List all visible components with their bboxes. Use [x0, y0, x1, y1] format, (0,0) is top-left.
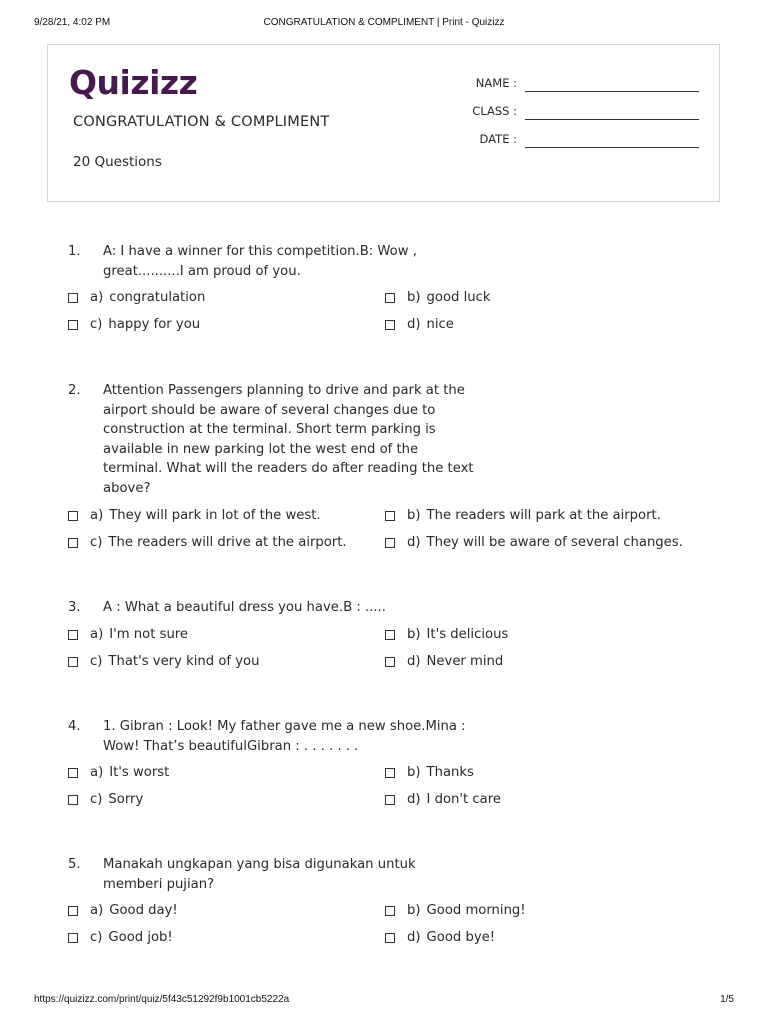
question-text [103, 242, 478, 281]
checkbox[interactable] [68, 795, 78, 805]
print-header [34, 17, 734, 31]
checkbox[interactable] [385, 630, 395, 640]
option-text: Thanks [426, 765, 474, 781]
date-field[interactable] [525, 147, 699, 148]
checkbox[interactable] [385, 511, 395, 521]
option-d[interactable] [385, 315, 454, 335]
question-text-line: 1. Gibran : Look! My father gave me a new shoe.Mina : [103, 719, 466, 734]
option-letter: c) [90, 317, 103, 333]
option-b[interactable] [385, 506, 661, 526]
checkbox[interactable] [385, 795, 395, 805]
option-text: Good day! [109, 903, 178, 919]
question-text [103, 855, 478, 894]
option-text: They will be aware of several changes. [426, 535, 683, 551]
option-text: happy for you [108, 317, 201, 333]
option-d[interactable] [385, 652, 503, 672]
checkbox[interactable] [68, 293, 78, 303]
option-c[interactable] [68, 315, 200, 335]
option-letter: d) [407, 317, 421, 333]
option-a[interactable] [68, 288, 205, 308]
question-text-line: Attention Passengers planning to drive and park at the [103, 383, 465, 398]
option-b[interactable] [385, 763, 474, 783]
option-text: The readers will park at the airport. [426, 508, 661, 524]
option-c[interactable] [68, 652, 259, 672]
option-letter: b) [407, 508, 421, 524]
question-text-line: above? [103, 480, 151, 496]
option-text: congratulation [109, 290, 206, 306]
option-a[interactable] [68, 901, 178, 921]
checkbox[interactable] [385, 906, 395, 916]
option-letter: d) [407, 654, 421, 670]
question-text-line: A: I have a winner for this competition.B: Wow , [103, 244, 417, 259]
option-text: That's very kind of you [108, 654, 260, 670]
checkbox[interactable] [68, 630, 78, 640]
option-b[interactable] [385, 288, 491, 308]
question-text-line: Wow! That’s beautifulGibran : . . . . . . . [103, 738, 359, 754]
option-letter: a) [90, 903, 104, 919]
checkbox[interactable] [385, 320, 395, 330]
option-text: The readers will drive at the airport. [108, 535, 347, 551]
option-text: They will park in lot of the west. [109, 508, 321, 524]
option-letter: b) [407, 290, 421, 306]
option-a[interactable] [68, 625, 188, 645]
print-footer [34, 994, 734, 1008]
option-text: Sorry [108, 792, 144, 808]
checkbox[interactable] [385, 657, 395, 667]
question-text-line: construction at the terminal. Short term parking is [103, 422, 436, 437]
name-label: NAME : [475, 76, 517, 90]
option-letter: d) [407, 792, 421, 808]
option-text: Good job! [108, 930, 173, 946]
date-label: DATE : [479, 132, 517, 146]
checkbox[interactable] [68, 320, 78, 330]
option-letter: c) [90, 535, 103, 551]
question-text-line: terminal. What will the readers do after reading the text [103, 461, 474, 476]
class-field[interactable] [525, 119, 699, 120]
option-d[interactable] [385, 928, 495, 948]
option-letter: d) [407, 930, 421, 946]
option-letter: a) [90, 765, 104, 781]
option-text: Good morning! [426, 903, 526, 919]
option-letter: c) [90, 654, 103, 670]
option-a[interactable] [68, 506, 321, 526]
option-text: good luck [426, 290, 491, 306]
option-text: nice [426, 317, 454, 333]
print-page-title: CONGRATULATION & COMPLIMENT | Print - Quizizz [263, 17, 505, 28]
option-text: I don't care [426, 792, 501, 808]
name-field[interactable] [525, 91, 699, 92]
option-a[interactable] [68, 763, 169, 783]
checkbox[interactable] [385, 293, 395, 303]
quizizz-logo: Quizizz [69, 63, 198, 102]
question-text [103, 598, 478, 618]
checkbox[interactable] [68, 511, 78, 521]
option-d[interactable] [385, 533, 683, 553]
checkbox[interactable] [385, 768, 395, 778]
option-letter: b) [407, 903, 421, 919]
question-number: 2. [68, 383, 81, 398]
checkbox[interactable] [68, 538, 78, 548]
option-letter: a) [90, 290, 104, 306]
option-letter: a) [90, 508, 104, 524]
option-text: I'm not sure [109, 627, 189, 643]
option-c[interactable] [68, 533, 347, 553]
option-text: Good bye! [426, 930, 496, 946]
question-text-line: great..........I am proud of you. [103, 263, 301, 279]
class-label: CLASS : [472, 104, 517, 118]
question-text-line: A : What a beautiful dress you have.B : ..... [103, 600, 386, 615]
question-text-line: available in new parking lot the west end of the [103, 441, 419, 457]
checkbox[interactable] [68, 906, 78, 916]
option-letter: c) [90, 930, 103, 946]
page-number: 1/5 [720, 994, 734, 1005]
option-letter: b) [407, 765, 421, 781]
question-text-line: memberi pujian? [103, 876, 215, 892]
checkbox[interactable] [68, 933, 78, 943]
option-b[interactable] [385, 625, 508, 645]
option-text: It's worst [109, 765, 170, 781]
print-datetime: 9/28/21, 4:02 PM [34, 17, 111, 28]
quiz-header-box [47, 44, 720, 202]
option-letter: d) [407, 535, 421, 551]
option-letter: b) [407, 627, 421, 643]
question-number: 1. [68, 244, 81, 259]
checkbox[interactable] [385, 538, 395, 548]
option-text: It's delicious [426, 627, 509, 643]
question-text-line: Manakah ungkapan yang bisa digunakan untuk [103, 857, 416, 872]
question-text-line: airport should be aware of several changes due to [103, 402, 436, 418]
option-c[interactable] [68, 928, 173, 948]
question-text [103, 381, 478, 498]
question-number: 4. [68, 719, 81, 734]
option-text: Never mind [426, 654, 504, 670]
option-letter: c) [90, 792, 103, 808]
checkbox[interactable] [68, 657, 78, 667]
option-d[interactable] [385, 790, 501, 810]
option-c[interactable] [68, 790, 143, 810]
option-letter: a) [90, 627, 104, 643]
question-text [103, 717, 478, 756]
print-url: https://quizizz.com/print/quiz/5f43c51292f9b1001cb5222a [34, 994, 290, 1005]
question-number: 3. [68, 600, 81, 615]
quiz-title: CONGRATULATION & COMPLIMENT [73, 114, 330, 130]
question-number: 5. [68, 857, 81, 872]
checkbox[interactable] [68, 768, 78, 778]
option-b[interactable] [385, 901, 526, 921]
checkbox[interactable] [385, 933, 395, 943]
question-count: 20 Questions [73, 154, 162, 170]
